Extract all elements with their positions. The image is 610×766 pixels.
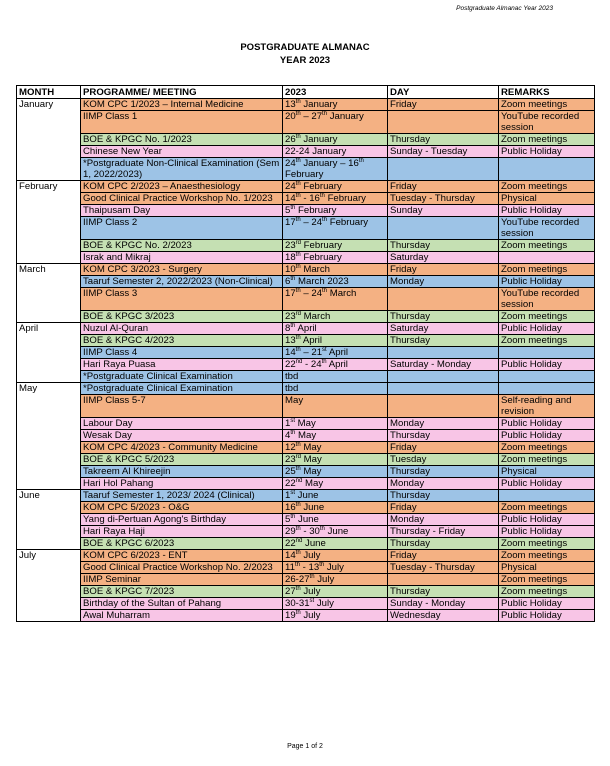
- programme-cell: BOE & KPGC 5/2023: [81, 454, 283, 466]
- table-row: [17, 395, 595, 418]
- day-cell: Thursday: [388, 466, 499, 478]
- remarks-cell: [499, 158, 595, 181]
- table-row: [17, 205, 595, 217]
- date-cell: tbd: [283, 371, 388, 383]
- programme-cell: Labour Day: [81, 418, 283, 430]
- day-cell: Friday: [388, 550, 499, 562]
- date-cell: 19th July: [283, 610, 388, 622]
- month-cell: July: [17, 550, 81, 622]
- table-row: [17, 454, 595, 466]
- table-row: [17, 466, 595, 478]
- programme-cell: Nuzul Al-Quran: [81, 323, 283, 335]
- remarks-cell: Zoom meetings: [499, 538, 595, 550]
- programme-cell: Thaipusam Day: [81, 205, 283, 217]
- column-header-remarks: REMARKS: [499, 86, 595, 99]
- remarks-cell: [499, 383, 595, 395]
- date-cell: 13th April: [283, 335, 388, 347]
- programme-cell: IIMP Class 2: [81, 217, 283, 240]
- date-cell: 12th May: [283, 442, 388, 454]
- programme-cell: Takreem Al Khireejin: [81, 466, 283, 478]
- day-cell: Tuesday - Thursday: [388, 562, 499, 574]
- programme-cell: Israk and Mikraj: [81, 252, 283, 264]
- table-row: [17, 430, 595, 442]
- column-header-programme: PROGRAMME/ MEETING: [81, 86, 283, 99]
- column-header-day: DAY: [388, 86, 499, 99]
- day-cell: Thursday: [388, 586, 499, 598]
- date-cell: 29th - 30th June: [283, 526, 388, 538]
- remarks-cell: Physical: [499, 193, 595, 205]
- day-cell: Monday: [388, 478, 499, 490]
- table-row: [17, 252, 595, 264]
- date-cell: 14th - 16th February: [283, 193, 388, 205]
- date-cell: tbd: [283, 383, 388, 395]
- remarks-cell: Zoom meetings: [499, 134, 595, 146]
- table-row: [17, 478, 595, 490]
- table-row: [17, 371, 595, 383]
- table-header-row: [17, 86, 595, 99]
- day-cell: Saturday: [388, 323, 499, 335]
- month-cell: May: [17, 383, 81, 490]
- remarks-cell: Public Holiday: [499, 526, 595, 538]
- programme-cell: BOE & KPGC 6/2023: [81, 538, 283, 550]
- remarks-cell: [499, 252, 595, 264]
- date-cell: 23rd May: [283, 454, 388, 466]
- table-row: [17, 490, 595, 502]
- table-row: [17, 181, 595, 193]
- table-row: [17, 526, 595, 538]
- date-cell: 22-24 January: [283, 146, 388, 158]
- table-row: [17, 359, 595, 371]
- date-cell: 24th February: [283, 181, 388, 193]
- table-row: [17, 335, 595, 347]
- table-row: [17, 158, 595, 181]
- remarks-cell: Zoom meetings: [499, 442, 595, 454]
- day-cell: [388, 574, 499, 586]
- date-cell: 22nd - 24th April: [283, 359, 388, 371]
- remarks-cell: Public Holiday: [499, 418, 595, 430]
- date-cell: 26-27th July: [283, 574, 388, 586]
- day-cell: Thursday: [388, 335, 499, 347]
- programme-cell: BOE & KPGC No. 1/2023: [81, 134, 283, 146]
- day-cell: Thursday: [388, 490, 499, 502]
- date-cell: 22nd May: [283, 478, 388, 490]
- remarks-cell: [499, 490, 595, 502]
- day-cell: [388, 158, 499, 181]
- table-row: [17, 610, 595, 622]
- programme-cell: *Postgraduate Clinical Examination: [81, 383, 283, 395]
- day-cell: Thursday: [388, 134, 499, 146]
- date-cell: 5th February: [283, 205, 388, 217]
- remarks-cell: Public Holiday: [499, 598, 595, 610]
- month-cell: April: [17, 323, 81, 383]
- date-cell: 17th – 24th February: [283, 217, 388, 240]
- table-row: [17, 288, 595, 311]
- programme-cell: BOE & KPGC 3/2023: [81, 311, 283, 323]
- table-row: [17, 418, 595, 430]
- remarks-cell: Public Holiday: [499, 478, 595, 490]
- column-header-date: 2023: [283, 86, 388, 99]
- remarks-cell: YouTube recorded session: [499, 217, 595, 240]
- remarks-cell: Zoom meetings: [499, 311, 595, 323]
- day-cell: Thursday: [388, 311, 499, 323]
- day-cell: Sunday - Tuesday: [388, 146, 499, 158]
- remarks-cell: Physical: [499, 562, 595, 574]
- programme-cell: Awal Muharram: [81, 610, 283, 622]
- remarks-cell: Zoom meetings: [499, 335, 595, 347]
- day-cell: Monday: [388, 276, 499, 288]
- day-cell: Sunday - Monday: [388, 598, 499, 610]
- table-row: [17, 311, 595, 323]
- date-cell: 18th February: [283, 252, 388, 264]
- month-cell: February: [17, 181, 81, 264]
- column-header-month: MONTH: [17, 86, 81, 99]
- date-cell: 27th July: [283, 586, 388, 598]
- table-row: [17, 217, 595, 240]
- programme-cell: KOM CPC 1/2023 – Internal Medicine: [81, 99, 283, 111]
- remarks-cell: Physical: [499, 466, 595, 478]
- remarks-cell: Self-reading and revision: [499, 395, 595, 418]
- table-row: [17, 598, 595, 610]
- programme-cell: Birthday of the Sultan of Pahang: [81, 598, 283, 610]
- almanac-table: [16, 85, 595, 622]
- date-cell: 4th May: [283, 430, 388, 442]
- date-cell: 13th January: [283, 99, 388, 111]
- table-row: [17, 550, 595, 562]
- table-row: [17, 502, 595, 514]
- remarks-cell: Public Holiday: [499, 276, 595, 288]
- date-cell: May: [283, 395, 388, 418]
- remarks-cell: Zoom meetings: [499, 550, 595, 562]
- remarks-cell: [499, 347, 595, 359]
- remarks-cell: Zoom meetings: [499, 240, 595, 252]
- programme-cell: Taaruf Semester 2, 2022/2023 (Non-Clinical): [81, 276, 283, 288]
- date-cell: 20th – 27th January: [283, 111, 388, 134]
- table-row: [17, 193, 595, 205]
- day-cell: Friday: [388, 442, 499, 454]
- date-cell: 10th March: [283, 264, 388, 276]
- day-cell: Monday: [388, 514, 499, 526]
- table-row: [17, 264, 595, 276]
- date-cell: 8th April: [283, 323, 388, 335]
- day-cell: Friday: [388, 502, 499, 514]
- day-cell: Thursday: [388, 538, 499, 550]
- month-cell: January: [17, 99, 81, 181]
- day-cell: Sunday: [388, 205, 499, 217]
- programme-cell: Chinese New Year: [81, 146, 283, 158]
- day-cell: Thursday - Friday: [388, 526, 499, 538]
- day-cell: Friday: [388, 99, 499, 111]
- table-row: [17, 586, 595, 598]
- title-line-1: POSTGRADUATE ALMANAC: [240, 42, 370, 53]
- programme-cell: Good Clinical Practice Workshop No. 2/2023: [81, 562, 283, 574]
- date-cell: 22nd June: [283, 538, 388, 550]
- programme-cell: Taaruf Semester 1, 2023/ 2024 (Clinical): [81, 490, 283, 502]
- day-cell: [388, 111, 499, 134]
- day-cell: [388, 383, 499, 395]
- month-cell: June: [17, 490, 81, 550]
- programme-cell: KOM CPC 4/2023 - Community Medicine: [81, 442, 283, 454]
- remarks-cell: Zoom meetings: [499, 99, 595, 111]
- day-cell: Friday: [388, 181, 499, 193]
- title-line-2: YEAR 2023: [279, 55, 331, 66]
- table-row: [17, 99, 595, 111]
- date-cell: 14th – 21st April: [283, 347, 388, 359]
- programme-cell: BOE & KPGC No. 2/2023: [81, 240, 283, 252]
- programme-cell: Yang di-Pertuan Agong's Birthday: [81, 514, 283, 526]
- day-cell: Tuesday - Thursday: [388, 193, 499, 205]
- day-cell: [388, 288, 499, 311]
- remarks-cell: Zoom meetings: [499, 586, 595, 598]
- table-row: [17, 574, 595, 586]
- programme-cell: Hari Hol Pahang: [81, 478, 283, 490]
- table-row: [17, 323, 595, 335]
- programme-cell: BOE & KPGC 4/2023: [81, 335, 283, 347]
- day-cell: [388, 347, 499, 359]
- day-cell: Thursday: [388, 430, 499, 442]
- header-note: Postgraduate Almanac Year 2023: [456, 5, 553, 12]
- date-cell: 26th January: [283, 134, 388, 146]
- day-cell: [388, 217, 499, 240]
- table-row: [17, 562, 595, 574]
- remarks-cell: Public Holiday: [499, 146, 595, 158]
- day-cell: Friday: [388, 264, 499, 276]
- date-cell: 25th May: [283, 466, 388, 478]
- remarks-cell: YouTube recorded session: [499, 111, 595, 134]
- day-cell: Saturday - Monday: [388, 359, 499, 371]
- date-cell: 11th - 13th July: [283, 562, 388, 574]
- table-row: [17, 240, 595, 252]
- programme-cell: IIMP Seminar: [81, 574, 283, 586]
- table-row: [17, 442, 595, 454]
- day-cell: Thursday: [388, 240, 499, 252]
- day-cell: Saturday: [388, 252, 499, 264]
- programme-cell: Hari Raya Puasa: [81, 359, 283, 371]
- date-cell: 23rd February: [283, 240, 388, 252]
- page-footer: Page 1 of 2: [287, 743, 323, 750]
- programme-cell: KOM CPC 5/2023 - O&G: [81, 502, 283, 514]
- remarks-cell: Public Holiday: [499, 610, 595, 622]
- date-cell: 30-31st July: [283, 598, 388, 610]
- table-row: [17, 538, 595, 550]
- date-cell: 23rd March: [283, 311, 388, 323]
- remarks-cell: [499, 371, 595, 383]
- programme-cell: Wesak Day: [81, 430, 283, 442]
- remarks-cell: Public Holiday: [499, 430, 595, 442]
- date-cell: 14th July: [283, 550, 388, 562]
- day-cell: Wednesday: [388, 610, 499, 622]
- day-cell: Tuesday: [388, 454, 499, 466]
- remarks-cell: Public Holiday: [499, 323, 595, 335]
- date-cell: 1st June: [283, 490, 388, 502]
- programme-cell: IIMP Class 3: [81, 288, 283, 311]
- remarks-cell: YouTube recorded session: [499, 288, 595, 311]
- programme-cell: Hari Raya Haji: [81, 526, 283, 538]
- day-cell: Monday: [388, 418, 499, 430]
- date-cell: 5th June: [283, 514, 388, 526]
- programme-cell: IIMP Class 1: [81, 111, 283, 134]
- day-cell: [388, 371, 499, 383]
- table-row: [17, 276, 595, 288]
- table-row: [17, 383, 595, 395]
- programme-cell: KOM CPC 3/2023 - Surgery: [81, 264, 283, 276]
- document-title: [0, 41, 610, 67]
- programme-cell: BOE & KPGC 7/2023: [81, 586, 283, 598]
- programme-cell: IIMP Class 4: [81, 347, 283, 359]
- date-cell: 17th – 24th March: [283, 288, 388, 311]
- remarks-cell: Zoom meetings: [499, 454, 595, 466]
- day-cell: [388, 395, 499, 418]
- programme-cell: KOM CPC 6/2023 - ENT: [81, 550, 283, 562]
- date-cell: 24th January – 16th February: [283, 158, 388, 181]
- remarks-cell: Public Holiday: [499, 359, 595, 371]
- remarks-cell: Public Holiday: [499, 514, 595, 526]
- table-row: [17, 514, 595, 526]
- date-cell: 1st May: [283, 418, 388, 430]
- date-cell: 6th March 2023: [283, 276, 388, 288]
- date-cell: 16th June: [283, 502, 388, 514]
- table-row: [17, 134, 595, 146]
- programme-cell: KOM CPC 2/2023 – Anaesthesiology: [81, 181, 283, 193]
- remarks-cell: Zoom meetings: [499, 264, 595, 276]
- table-row: [17, 347, 595, 359]
- remarks-cell: Zoom meetings: [499, 181, 595, 193]
- remarks-cell: Zoom meetings: [499, 574, 595, 586]
- table-row: [17, 146, 595, 158]
- programme-cell: *Postgraduate Non-Clinical Examination (Sem 1, 2022/2023): [81, 158, 283, 181]
- remarks-cell: Zoom meetings: [499, 502, 595, 514]
- programme-cell: *Postgraduate Clinical Examination: [81, 371, 283, 383]
- programme-cell: Good Clinical Practice Workshop No. 1/2023: [81, 193, 283, 205]
- programme-cell: IIMP Class 5-7: [81, 395, 283, 418]
- remarks-cell: Public Holiday: [499, 205, 595, 217]
- table-body: [17, 99, 595, 622]
- month-cell: March: [17, 264, 81, 323]
- table-row: [17, 111, 595, 134]
